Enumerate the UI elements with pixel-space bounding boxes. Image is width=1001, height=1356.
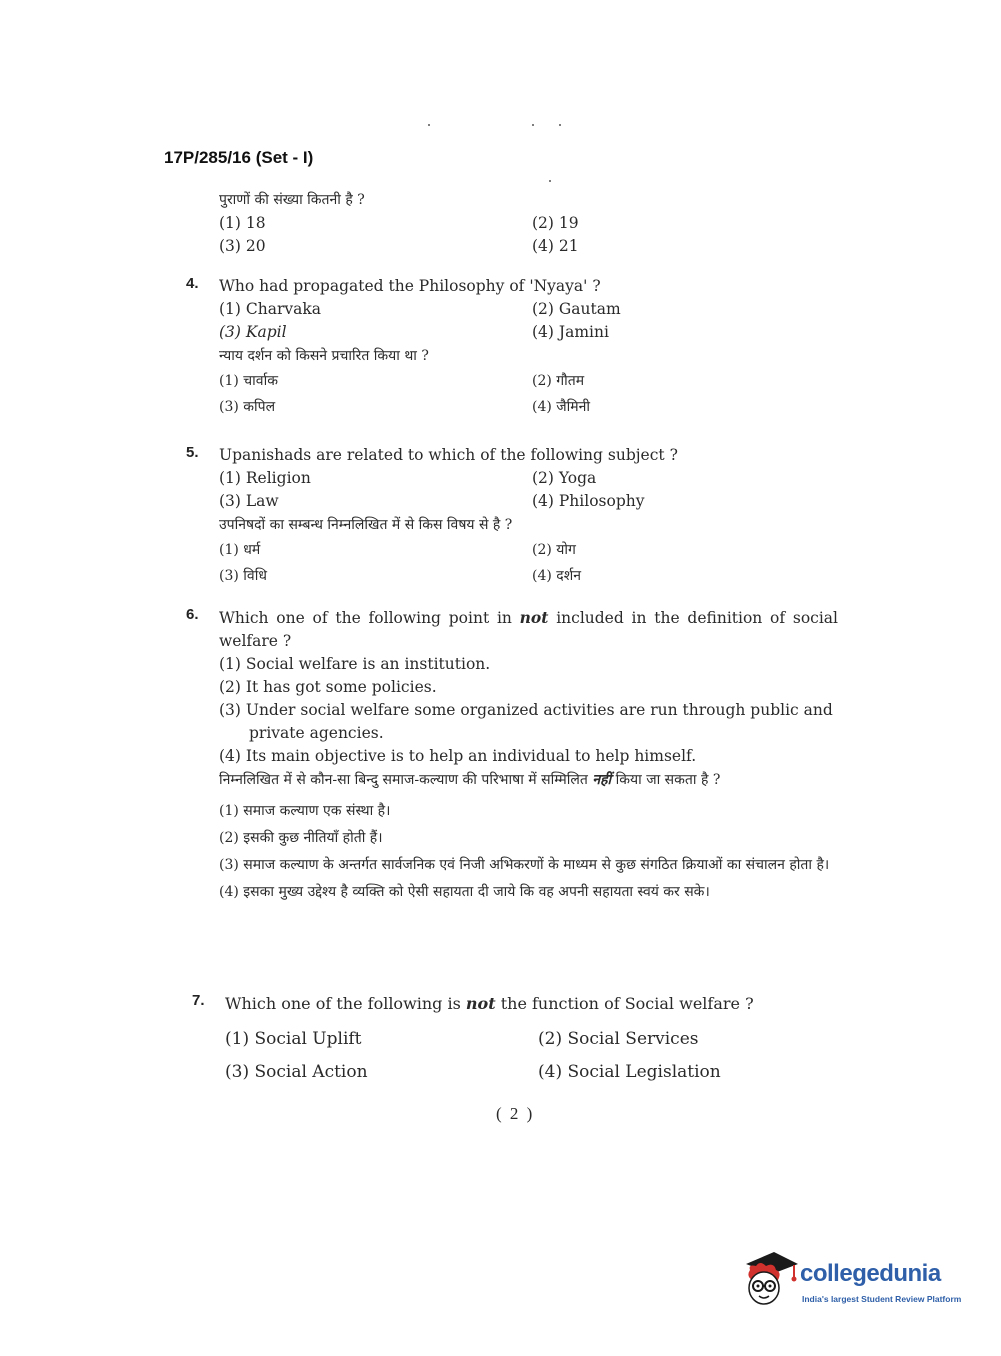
scan-speck <box>428 124 430 126</box>
question-6-text <box>219 606 838 653</box>
question-4 <box>186 275 846 420</box>
question-6 <box>186 606 838 906</box>
question-6-text-part: किया जा सकता है ? <box>611 772 721 788</box>
question-7 <box>192 992 852 1089</box>
option: (2) Social Services <box>538 1029 699 1049</box>
option: (1) धर्म <box>219 542 261 558</box>
question-7-text-part: the function of Social welfare ? <box>495 994 754 1013</box>
question-7-options <box>225 1023 852 1089</box>
option: (2) It has got some policies. <box>219 678 437 696</box>
option: (3) Social Action <box>225 1062 368 1082</box>
question-3-text-hindi: पुराणों की संख्या कितनी है ? <box>219 192 365 208</box>
option: (2) योग <box>532 542 576 558</box>
question-number: 7. <box>192 992 205 1009</box>
question-6-options <box>219 653 838 768</box>
scan-speck <box>559 124 561 126</box>
option: (3) समाज कल्याण के अन्तर्गत सार्वजनिक एवं निजी अभिकरणों के माध्यम से कुछ संगठित क्रियाओं का संचालन होता है। <box>219 857 830 873</box>
option: (3) कपिल <box>219 399 276 415</box>
logo-tagline: India's largest Student Review Platform <box>802 1294 962 1304</box>
emphasis-not-hindi: नहीं <box>592 772 612 788</box>
option: (3) Under social welfare some organized activities are run through public and private agencies. <box>219 701 833 742</box>
option: (4) Philosophy <box>532 492 645 510</box>
question-5-options <box>219 467 846 513</box>
option: (3) Kapil <box>219 323 287 341</box>
scan-speck <box>532 124 534 126</box>
question-4-options <box>219 298 846 344</box>
question-6-text-part: Which one of the following point in <box>219 609 520 627</box>
question-3-options <box>219 212 846 258</box>
question-5-text: Upanishads are related to which of the following subject ? <box>219 446 678 464</box>
option: (1) समाज कल्याण एक संस्था है। <box>219 803 391 819</box>
option: (4) जैमिनी <box>532 399 591 415</box>
option: (1) Charvaka <box>219 300 322 318</box>
option: (2) Gautam <box>532 300 621 318</box>
option: (2) गौतम <box>532 373 585 389</box>
question-4-text: Who had propagated the Philosophy of 'Nyaya' ? <box>219 277 601 295</box>
option: (4) Social Legislation <box>538 1062 721 1082</box>
option: (2) इसकी कुछ नीतियाँ होती हैं। <box>219 830 383 846</box>
question-7-text-part: Which one of the following is <box>225 994 466 1013</box>
option: (1) चार्वाक <box>219 373 278 389</box>
page-number: ( 2 ) <box>496 1104 535 1123</box>
question-7-text <box>225 992 852 1015</box>
option: (1) 18 <box>219 214 266 232</box>
option: (4) इसका मुख्य उद्देश्य है व्यक्ति को ऐसी सहायता दी जाये कि वह अपनी सहायता स्वयं कर सके। <box>219 884 710 900</box>
mascot-icon <box>742 1250 800 1310</box>
question-6-options-hindi <box>219 798 838 906</box>
question-5-text-hindi: उपनिषदों का सम्बन्ध निम्नलिखित में से किस विषय से है ? <box>219 517 513 533</box>
emphasis-not: not <box>465 994 496 1013</box>
question-5-options-hindi <box>219 537 846 589</box>
option: (4) Its main objective is to help an individual to help himself. <box>219 747 697 765</box>
scan-speck <box>549 180 551 182</box>
option: (4) दर्शन <box>532 568 582 584</box>
question-4-text-hindi: न्याय दर्शन को किसने प्रचारित किया था ? <box>219 348 429 364</box>
option: (1) Social Uplift <box>225 1029 362 1049</box>
logo-wordmark: collegedunia <box>800 1260 941 1287</box>
emphasis-not: not <box>519 608 549 627</box>
collegedunia-logo[interactable] <box>742 1250 972 1310</box>
paper-code: 17P/285/16 (Set - I) <box>164 148 314 167</box>
question-5 <box>186 444 846 589</box>
option: (1) Social welfare is an institution. <box>219 655 491 673</box>
option: (2) 19 <box>532 214 579 232</box>
question-6-text-part: included in the definition of social welfare ? <box>219 609 839 650</box>
question-number: 6. <box>186 606 199 623</box>
question-number: 5. <box>186 444 199 461</box>
option: (1) Religion <box>219 469 311 487</box>
option: (3) 20 <box>219 237 266 255</box>
question-4-options-hindi <box>219 368 846 420</box>
option: (4) Jamini <box>532 323 609 341</box>
option: (3) विधि <box>219 568 267 584</box>
question-6-text-hindi <box>219 768 838 792</box>
question-6-text-part: निम्नलिखित में से कौन-सा बिन्दु समाज-कल्याण की परिभाषा में सम्मिलित <box>219 772 593 788</box>
question-3 <box>186 188 846 258</box>
question-number: 4. <box>186 275 199 292</box>
option: (3) Law <box>219 492 279 510</box>
option: (2) Yoga <box>532 469 597 487</box>
option: (4) 21 <box>532 237 579 255</box>
